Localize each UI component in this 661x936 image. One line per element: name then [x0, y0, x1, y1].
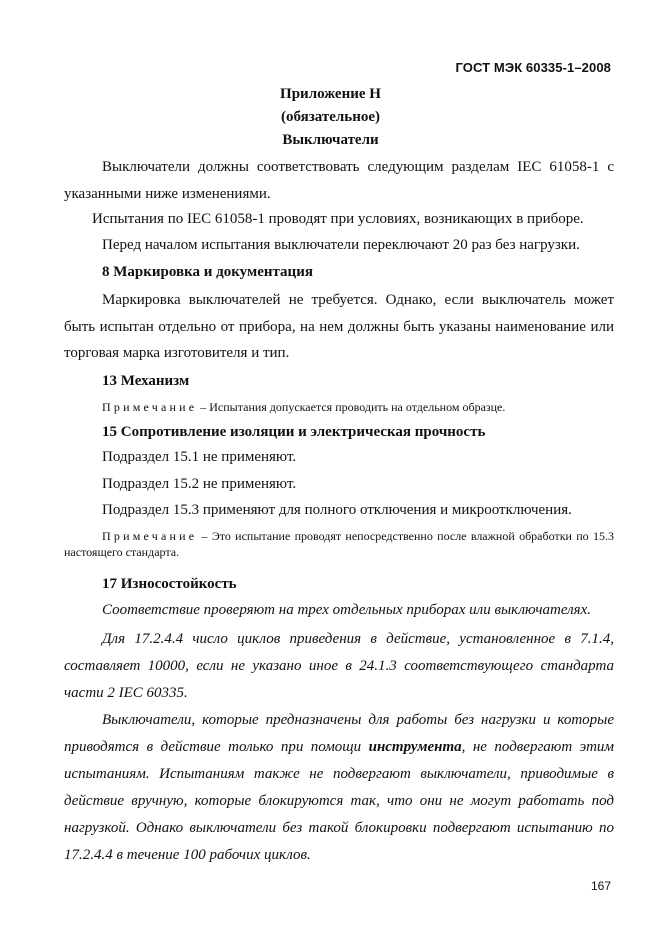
section-17-paragraph-1: Соответствие проверяют на трех отдельных приборах или выключателях. [102, 602, 592, 618]
section-15-line-3: Подраздел 15.3 применяют для полного отключения и микроотключения. [102, 502, 572, 518]
section-13-heading: 13 Механизм [102, 373, 190, 389]
page-number: 167 [590, 879, 611, 893]
intro-paragraph-1: Выключатели должны соответствовать следующим разделам IEC 61058-1 с указанными ниже изменениями. [64, 159, 614, 202]
annex-title: Приложение Н [280, 86, 381, 102]
section-15-line-2: Подраздел 15.2 не применяют. [102, 476, 297, 492]
paragraph-text: Выключатели, которые предназначены для работы без нагрузки и которые приводятся в действие только при помощи [64, 712, 614, 755]
note-text: – Это испытание проводят непосредственно после влажной обработки по 15.3 настоящего стандарта. [64, 529, 614, 559]
note-label: Примечание [102, 400, 198, 414]
note-text: – Испытания допускается проводить на отдельном образце. [197, 400, 506, 414]
section-13-note [102, 400, 505, 415]
annex-status: (обязательное) [280, 109, 381, 125]
section-17-heading: 17 Износостойкость [102, 576, 237, 592]
intro-paragraph-3: Перед началом испытания выключатели переключают 20 раз без нагрузки. [102, 237, 580, 253]
section-15-line-1: Подраздел 15.1 не применяют. [102, 449, 297, 465]
section-8-heading: 8 Маркировка и документация [102, 264, 313, 280]
document-header: ГОСТ МЭК 60335-1–2008 [455, 60, 611, 75]
annex-subject: Выключатели [282, 132, 379, 148]
section-15-heading: 15 Сопротивление изоляции и электрическая прочность [102, 424, 486, 440]
paragraph-text: , не подвергают этим испытаниям. Испытаниям также не подвергают выключатели, приводимые в действие вручную, которые блокируются так, что они не могут работать под нагрузкой. Однако выключатели без такой блокировки подвергают испытанию по 17.2.4.4 в течение 100 рабочих циклов. [64, 739, 614, 863]
note-label: Примечание [102, 529, 198, 543]
intro-paragraph-2: Испытания по IEC 61058-1 проводят при условиях, возникающих в приборе. [92, 211, 584, 227]
section-17-paragraph-3 [64, 707, 614, 869]
defined-term: инструмента [368, 739, 462, 755]
section-17-paragraph-2: Для 17.2.4.4 число циклов приведения в действие, установленное в 7.1.4, составляет 10000, если не указано иное в 24.1.3 соответствующего стандарта части 2 IEC 60335. [64, 631, 614, 701]
section-8-text: Маркировка выключателей не требуется. Однако, если выключатель может быть испытан отдельно от прибора, на нем должны быть указаны наименование или торговая марка изготовителя и тип. [64, 292, 614, 361]
section-15-note [64, 528, 614, 560]
